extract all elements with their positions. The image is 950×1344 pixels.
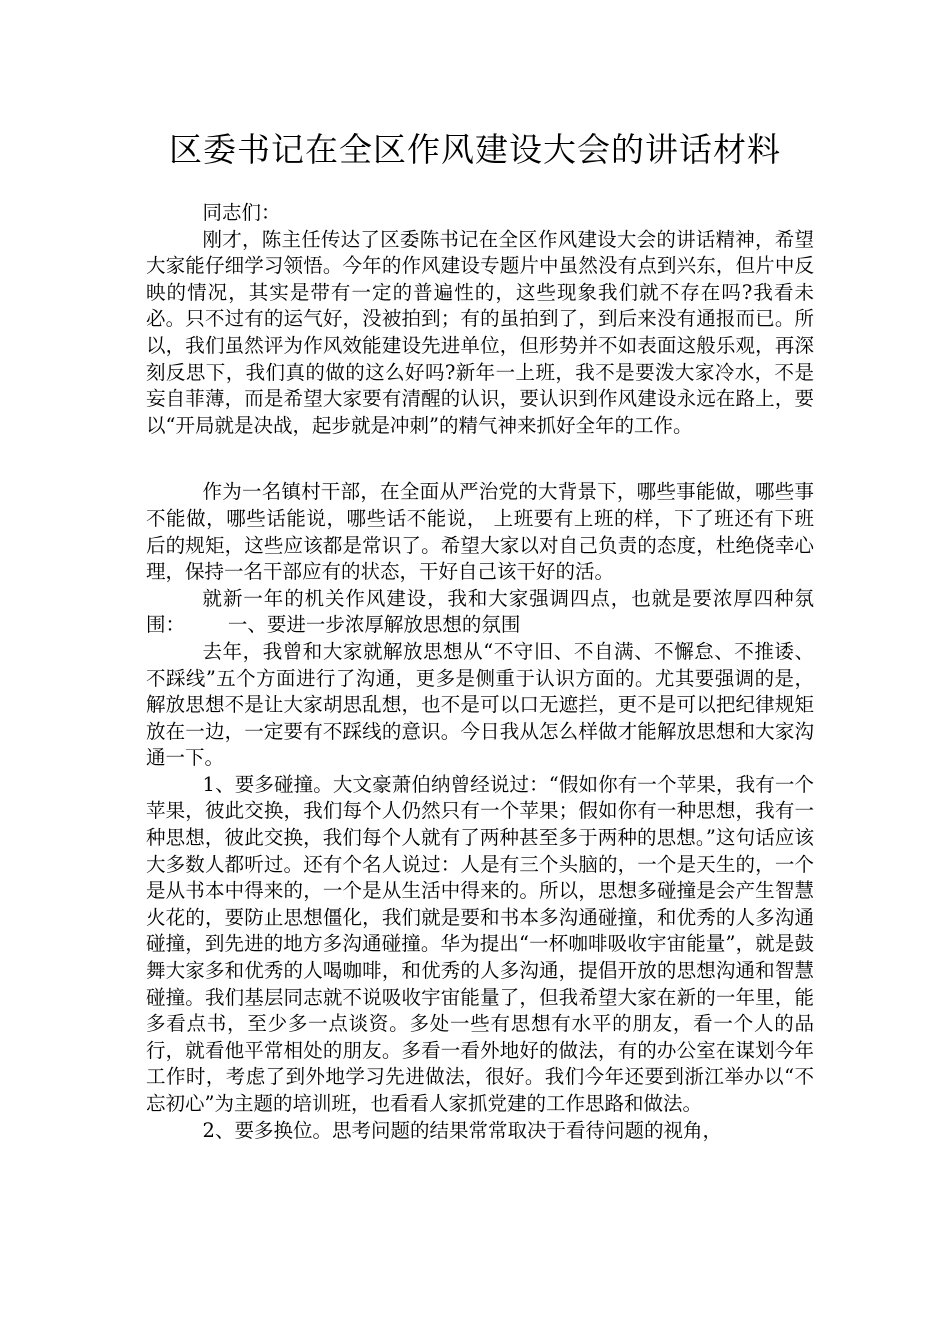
document-body xyxy=(146,200,814,1144)
paragraph-point-2: 2、要多换位。思考问题的结果常常取决于看待问题的视角， xyxy=(202,1118,722,1142)
paragraph-point-1: 1、要多碰撞。大文豪萧伯纳曾经说过：“假如你有一个苹果，我有一个苹果，彼此交换，我们每个人仍然只有一个苹果；假如你有一种思想，我有一种思想，彼此交换，我们每个人就有了两种甚至多于两种的思想。”这句话应该大多数人都听过。还有个名人说过：人是有三个头脑的，一个是天生的，一个是从书本中得来的，一个是从生活中得来的。所以，思想多碰撞是会产生智慧火花的，要防止思想僵化，我们就是要和书本多沟通碰撞，和优秀的人多沟通碰撞，到先进的地方多沟通碰撞。华为提出“一杯咖啡吸收宇宙能量”，就是鼓舞大家多和优秀的人喝咖啡，和优秀的人多沟通，提倡开放的思想沟通和智慧碰撞。我们基层同志就不说吸收宇宙能量了，但我希望大家在新的一年里，能多看点书，至少多一点谈资。多处一些有思想有水平的朋友，看一个人的品行，就看他平常相处的朋友。多看一看外地好的做法，有的办公室在谋划今年工作时，考虑了到外地学习先进做法，很好。我们今年还要到浙江举办以“不忘初心”为主题的培训班，也看看人家抓党建的工作思路和做法。 xyxy=(146,772,814,1115)
four-points-intro: 就新一年的机关作风建设，我和大家强调四点，也就是要浓厚四种氛围： xyxy=(146,586,814,637)
paragraph-last-year: 去年，我曾和大家就解放思想从“不守旧、不自满、不懈怠、不推诿、不踩线”五个方面进行了沟通，更多是侧重于认识方面的。尤其要强调的是，解放思想不是让大家胡思乱想，也不是可以口无遮拦，更不是可以把纪律规矩放在一边，一定要有不踩线的意识。今日我从怎么样做才能解放思想和大家沟通一下。 xyxy=(146,639,814,770)
paragraph-opening: 刚才，陈主任传达了区委陈书记在全区作风建设大会的讲话精神，希望大家能仔细学习领悟。今年的作风建设专题片中虽然没有点到兴东，但片中反映的情况，其实是带有一定的普遍性的，这些现象我们就不存在吗?我看未必。只不过有的运气好，没被拍到；有的虽拍到了，到后来没有通报而已。所以，我们虽然评为作风效能建设先进单位，但形势并不如表面这般乐观，再深刻反思下，我们真的做的这么好吗?新年一上班，我不是要泼大家冷水，不是妄自菲薄，而是希望大家要有清醒的认识，要认识到作风建设永远在路上，要以“开局就是决战，起步就是冲刺”的精气神来抓好全年的工作。 xyxy=(146,227,814,437)
paragraph-cadre-conduct: 作为一名镇村干部，在全面从严治党的大背景下，哪些事能做，哪些事不能做，哪些话能说，哪些话不能说， 上班要有上班的样，下了班还有下班后的规矩，这些应该都是常识了。希望大家以对自己负责的态度，杜绝侥幸心理，保持一名干部应有的状态，干好自己该干好的活。 xyxy=(146,480,814,584)
paragraph-four-points xyxy=(146,586,814,639)
document-title: 区委书记在全区作风建设大会的讲话材料 xyxy=(169,130,781,169)
section-heading-1: 一、要进一步浓厚解放思想的氛围 xyxy=(227,613,521,637)
salutation: 同志们： xyxy=(202,201,281,224)
